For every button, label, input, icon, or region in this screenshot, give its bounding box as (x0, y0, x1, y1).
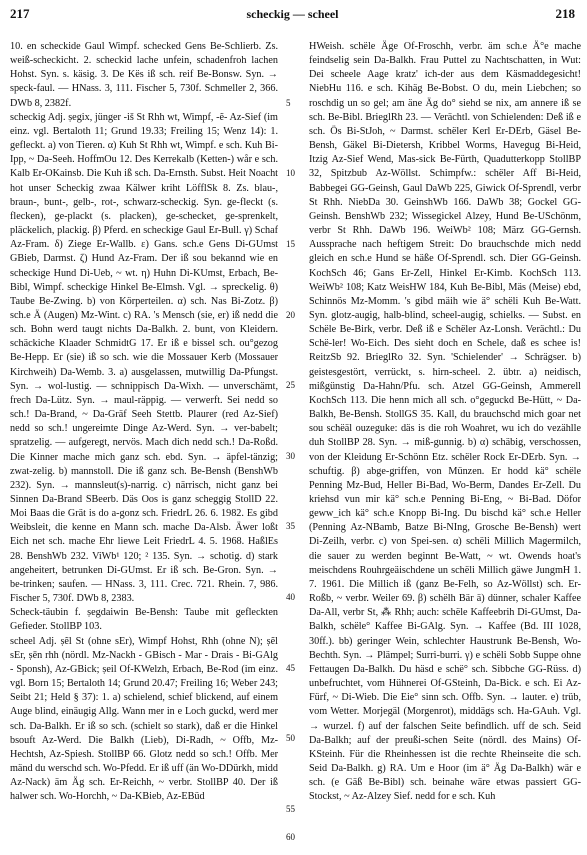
line-number: 20 (286, 310, 295, 320)
line-number: 25 (286, 380, 295, 390)
line-number: 60 (286, 832, 295, 842)
entry-scheckid-tail: 10. en scheckide Gaul Wimpf. schecked Gens Be-Schlierb. Zs. weiß-scheckicht. 2. scheckid lache unfein, schadenfroh lachen Hohst. Syn. s. käsig. 3. De Kës iß sch. reif Be-Bonsw. Syn. → speck-faul. — HNass. 3, 111. Fischer 5, 730f. Schmeller 2, 366. DWb 8, 2382f. (10, 41, 278, 109)
line-number: 40 (286, 592, 295, 602)
line-number: 5 (286, 98, 291, 108)
line-number: 30 (286, 451, 295, 461)
line-number-gutter (286, 40, 304, 848)
entry-scheck-taeubin: Scheck-täubin f. ṣegdaiwin Be-Bensh: Taube mit gefleckten Gefieder. StollBP 103. (10, 607, 278, 633)
left-page-number: 217 (10, 6, 30, 21)
left-column (10, 40, 278, 848)
entry-scheel: scheel Adj. ṣẽl St (ohne sEr), Wimpf Hohst, Rhh (ohne N); ṣẽl sEr, ṣēn rhh (nördl. Mz-Nackh - GBisch - Mar - Drais - Bi-GAlg - Sponsh), Az-GBick; ṣeil Of-KWelzh, Erbach, Be-Rod (im einz. vgl. Born 15; Bertaloth 14; Grund 20.47; Freiling 16; Weber 243; Seibt 21; Held § 37): 1. a) schielend, schief blickend, auf einem Auge blind, einäugig Allg. Wann mer in e Loch guckd, werd mer sch. Da-Balkh. Er iß so sch. (schielt so stark), daß er die Hinkel bsouft Az-Werd. Die Balkh (Lieb), Di-Radh, ~ Offb, Mz-Hechtsh, Az-Spiesh. StollBP 66. Glotz nedd so sch.! Offb. Mer mänd du werschd sch. Wo-Pfedd. Er iß uff (än Wo-DDürkh, midd Az-Nack) äm Äg sch. Er-Reichh, ~ verbr. StollBP 40. Der iß halwer sch. Wo-Horchh, ~ Da-KBieb, Az-EBüd (10, 635, 278, 803)
right-page-number: 218 (555, 6, 575, 21)
page-header (10, 6, 575, 30)
right-column (309, 40, 581, 848)
line-number: 45 (286, 663, 295, 673)
line-number: 15 (286, 239, 295, 249)
entry-scheckig: scheckig Adj. ṣegix, jünger -iš St Rhh wt, Wimpf, -ẽ- Az-Sief (im einz. vgl. Bertaloth 11; Grund 19.33; Freiling 15; Wenz 14): 1. gefleckt. a) von Tieren. α) Kuh St Rhh wt, Wimpf. e sch. Kuh Bi-Ipp, ~ Da-Seeh. HoffmOu 12. Des Kerrekalb (Ketten-) wår e sch. Kalb Er-OKainsb. Die Kuh iß sch. Da-Ernsth. Subst. Heit Noacht hot unser Scheckig zwaa Kälwer kriht LöfflSk 8. Zs. blau-, braun-, bunt-, gelb-, rot-, schwarz-scheckig. Syn. ge-fleckt (s. flecken), ge-plackt (s. placken), ge-schecket, ge-sprenkelt, pläckelich, plackig. β) Pferd. en scheckige Gaul Er-Bull. γ) Schaf Az-Fram. δ) Ziege Er-Wallb. ε) Gans. sch.e Gens Di-GUmst GBieb, Darmst. ζ) Hund Az-Fram. Der iß sou bekannd wie en scheckige Hund Di-Ueb, ~ wt. η) Huhn Di-KUmst, Erbach, Be-Bibl, Wimpf. scheckige Hinkel Be-Elmsh. Vgl. → spreckelig. θ) Taube Be-Zwing. b) von Körperteilen. α) sch. Nas Bi-Zotz. β) sch.e Ä (Augen) Mz-Wint. c) RA. 's Mensch (sie, er) iß nedd die sch. Bohn werd taugt nichts Da-Balkh. 2. bunt, von Kleidern. schäckiche Klaader SchmidtG 17. Er iß e bissel sch. ou°gezog Be-Hepp. Er (sie) iß so sch. wie die Mossauer Kerb (Mossauer Kirchweih) Da-Wemb. 3. a) ausgelassen, mutwillig Da-Pfungst. Syn. → wol-lustig. — schnippisch Da-Wixh. — unverschämt, frech Da-Lütz. Syn. → maul-räppig. — verwerft. Sei nedd so sch.! Da-Brand, ~ Da-Gräf Seeh Stettb. Plaurer (red Az-Sief) nedd so sch.! ungereimte Dinge Az-Werd. Syn. → ver-babelt; spratzelig. — aufgeregt, nervös. Mach dich nedd sch.! Da-Roßd. Die Kinner mache mich ganz sch. ebd. Syn. → äpfel-tänzig; zwat-zelig. b) mannstoll. Die iß ganz sch. Be-Bensh (BenshWb 232). Syn. → mannsleut(s)-narrig. c) närrisch, nicht ganz bei Sinnen Da-Brand SBeerb. Däs Oos is ganz scheggig StollD 22. Moi Baas die Grät is do a-gonz sch. FriedrL 26. 6. 1982. Es gibd Weibsleit, die kenne en Mann sch. mache Da-Alsb. Äwer loßt Eich net sch. mache Ehr liewe Leit FriedrL 4. 5. 1968. HaßlEs 28. BenshWb 232. ViWb¹ 120; ² 135. Syn. → schotig. d) stark angeheitert, betrunken Di-GUmst. Er iß sch. Be-Gron. Syn. → be-trinken; saufen. — HNass. 3, 111. Crec. 721. Rhein. 7, 986. Fischer 5, 730f. DWb 8, 2383. (10, 111, 278, 605)
line-number: 55 (286, 804, 295, 814)
line-number: 35 (286, 521, 295, 531)
running-head: scheckig — scheel (246, 7, 339, 21)
line-number: 10 (286, 168, 295, 178)
line-number: 50 (286, 733, 295, 743)
entry-scheel-continued: HWeish. schële Äge Of-Froschh, verbr. äm sch.e Ä°e mache feindselig sein Da-Balkh. Frau Puttel zu Nachtschatten, in Wut: Dei scheele Aage kratz' ich-der aus dem Käsmaddegesicht! NiebHu 116. e sch. Kihäg Be-Bobst. O du, mein Liebchen; so roschdig un so gel; am äne Äg do° siehd se nix, am annere iß se sch. Be-Bibl. BrieglRh 23. — Verächtl. von Schielenden: Deß iß e sch. Ös Bi-StJoh, ~ Darmst. schëler Kerl Er-DErb, Gäsel Be-Bensh, Gäkel Bi-Dietersh, Kribbel Worms, Havegug Bi-Heid, Itzig Az-Sief Wend, Mas-sick Be-Fürth, Quadutterkopp StollBP 32, Spitzbub Az-Wöllst. Schimpfw.: schëler Aff Bi-Heid, Babbegei GG-Geinsh, Gaul DaWb 225, Giwick Of-Sprendl, verbr St Rhh. NiebDa 30. GeinshWb 166. DaWb 38; Gockel GG-Geinsh. BenshWb 232; Wissegickel Alzey, Hund Be-USchönm, verbr St Rhh. DaWb 196. WeiWb² 108; März GG-Gernsh. Aussprache nach heftigem Streit: Do brauchschde mich nedd gleich en sch.e Hund se häße Of-Sprendl. sch. Dier GG-Geinsh. KochSch 46; Gans Er-Zell, Hinkel Er-Kimb. KochSch 113. WeiWb² 108; Katz WeisHW 184, Kuh Be-Bibl, Mäs (Meise) ebd, Schinnös Mz-Momm. 's gibd mäih wie ä° schëli Kuh Be-Watt. Syn. glotz-augig, halb-blind, scheel-augig, schielks. — Subst. en Schële Be-Birk, verbr. Deß iß e Schëler Az-Lonsh. Verächtl.: Du Schë-ler! Wo-Eich. Des sieht doch en Schele, daß es schee is! ReitzSb 92. BrieglRo 32. Syn. 'Schielender' → Schrägser. b) geistesgestört, verrückt, s. hirn-scheel. 2. übtr. a) neidisch, mißgünstig Da-Hahn/Pfu. sch. Atzel GG-Geinsh, Ammerell KochSch 113. Die henn mich all sch. o°geguckd Be-Hütt, ~ Da-Balkh, Be-Bensh. StollGS 35. Kall, du brauchschd mich goar net sou schëäl ouzeguke: däs is die roh Woahret, wu ich do vezählle duh StollBP 28. Syn. → miß-gunnig. b) α) schäbig, verschossen, von der Kleidung Er-Schönn Etz. schëler Rock Er-DErb. Syn. → schuftig. β) abge-griffen, von Münzen. Er hodd kä° schële Penning Mz-Bud, Heller Bi-Bad, Wo-Berm, Dandes Er-Zell. Du kriehsd vun mir kä° sch.e Penning Bi-Eng, ~ Bi-Bad. Döfor geww_ich kä° sch.e Knopp Bi-Ing. Du bischd kä° sch.e Heller (Penning Az-NBamb, Batze Bi-NIng, Grosche Be-Bensh) wert Di-Zeilh, verbr. c) von Spei-sen. α) schëli Millich Magermilch, die sauer zu werden beginnt Be-Watt, ~ wt. Owends hoat's meischdens Rouhrgeäischdene un schëli Millich gäwe JungmH 1. 7. 1961. Die Millich iß (ganz Be-Felh, so Az-Wöllst) sch. Er-Roßb, ~ verbr. Weiler 69. β) schëlh Bär ä) dünner, schaler Kaffee Da-All, verbr St, ⁂ Rhh; auch: schële Kaffeebrih Di-GUmst, Da-Balkh, schële° Kaffee Bi-GAlg. Syn. → Kaffee (Bd. III 1028, 30ff.). bb) geringer Wein, schlechter Haustrunk Be-Bensh, Wo-Bechth. Syn. → Plämpel; Surri-burri. γ) e schëli Sobb Suppe ohne Fettaugen Da-Balkh. Du häsd e schë° sch. Sibbche GG-Rüss. d) unbefruchtet, vom Hühnerei Of-GSteinh, Da-Bick. e sch. Ei Az-Fürf, ~ Di-Wieb. Die Eie° sinn sch. Offb. Syn. → lauter. e) trüb, vom Wetter. Morjegäl (Morgenrot), middägs sch. Ha-GAuh. Vgl. → wurzel. f) auf der falschen Seite befindlich. uff de sch. Seid Da-Balkh; auf der preußi-schen Seite (nördl. des Mains) Of-KSteinh. Für die Rheinhessen ist die rechte Rheinseite die sch. Seid Da-Balkh. g) RA. Um e Hoor (im ä° Äg Da-Balkh) wär e sch. (e Gäß Be-Bibl) sch. beinahe wäre etwas passiert GG-Stockst, ~ Az-Alzey Sief. nedd for e sch. Kuh (309, 41, 581, 803)
